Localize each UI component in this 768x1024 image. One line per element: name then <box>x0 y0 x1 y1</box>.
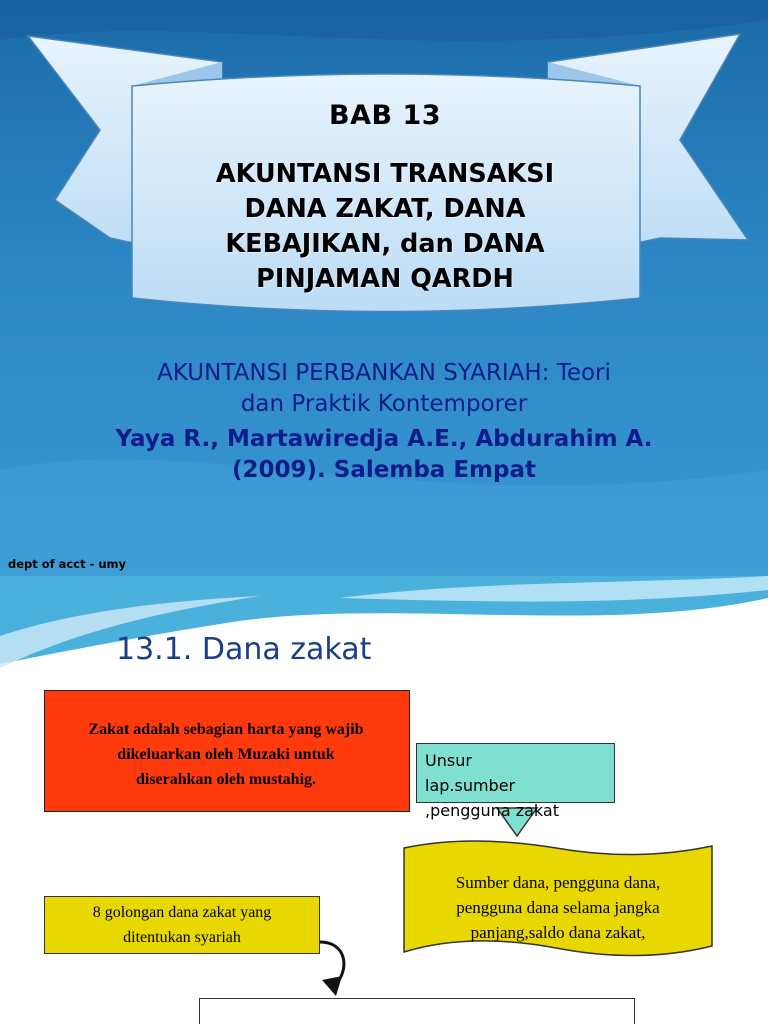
elements-text: Unsur lap.sumber ,pengguna zakat <box>425 751 559 820</box>
groups-text: 8 golongan dana zakat yang ditentukan syariah <box>92 904 272 946</box>
slide-title: AKUNTANSI TRANSAKSI DANA ZAKAT, DANA KEBAJIKAN, dan DANA PINJAMAN QARDH <box>215 159 555 294</box>
slide-footer: dept of acct - umy <box>8 557 127 571</box>
wave-top <box>0 0 768 41</box>
content-slide <box>0 576 768 1024</box>
title-banner <box>150 100 620 297</box>
definition-text: Zakat adalah sebagian harta yang wajib dikeluarkan oleh Muzaki untuk diserahkan oleh mustahig. <box>88 721 364 788</box>
bottom-box <box>199 998 635 1024</box>
book-authors: Yaya R., Martawiredja A.E., Abdurahim A. (2009). Salemba Empat <box>115 426 653 483</box>
elements-detail-text: Sumber dana, pengguna dana, pengguna dana selama jangka panjang,saldo dana zakat, <box>455 873 661 942</box>
chapter-label: BAB 13 <box>328 100 442 131</box>
curved-arrow-head <box>322 976 342 996</box>
book-subtitle: AKUNTANSI PERBANKAN SYARIAH: Teori dan Praktik Kontemporer <box>157 360 611 417</box>
section-title: 13.1. Dana zakat <box>116 632 372 667</box>
